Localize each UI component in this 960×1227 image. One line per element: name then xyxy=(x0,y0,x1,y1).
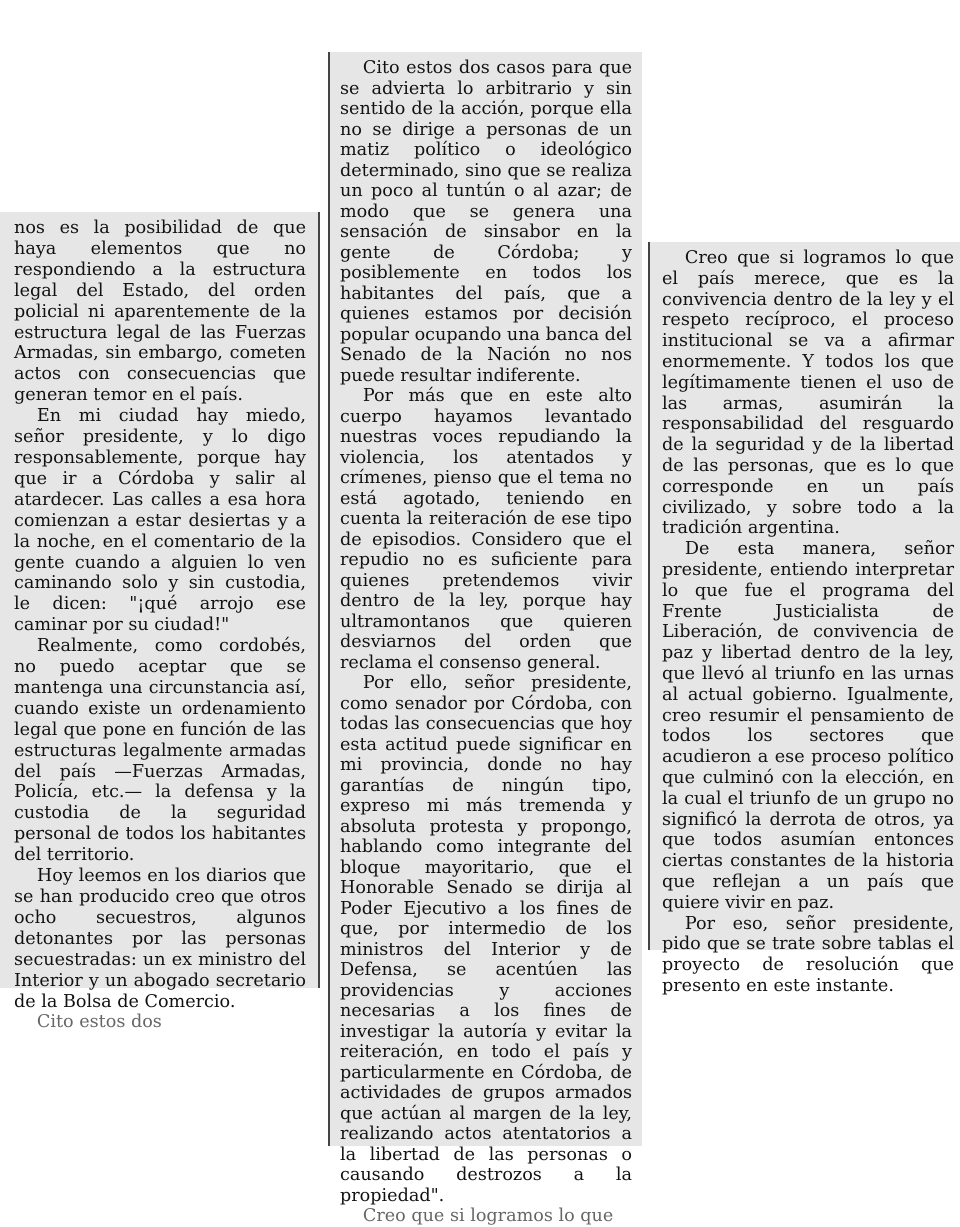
column-3-paragraph: De esta manera, señor presidente, entiendo interpretar lo que fue el programa del Frente Justicialista de Liberación, de convivencia de paz y libertad dentro de la ley, que llevó al triunfo en las urnas al actual gobierno. Igualmente, creo resumir el pensamiento de todos los sectores que acudieron a ese proceso político que culminó con la elección, en la cual el triunfo de un grupo no significó la derrota de otros, ya que todos asumían entonces ciertas constantes de la historia que reflejan a un país que quiere vivir en paz. xyxy=(662,539,954,913)
column-3-paragraph: Por eso, señor presidente, pido que se trate sobre tablas el proyecto de resolución que presento en este instante. xyxy=(662,913,954,996)
column-2-paragraph: Por más que en este alto cuerpo hayamos levantado nuestras voces repudiando la violencia, los atentados y crímenes, pienso que el tema no está agotado, teniendo en cuenta la reiteración de ese tipo de episodios. Considero que el repudio no es suficiente para quienes pretendemos vivir dentro de la ley, porque hay ultramontanos que quieren desviarnos del orden que reclama el consenso general. xyxy=(340,386,632,673)
column-2-paragraph: Cito estos dos casos para que se advierta lo arbitrario y sin sentido de la acción, porque ella no se dirige a personas de un matiz político o ideológico determinado, sino que se realiza un poco al tuntún o al azar; de modo que se genera una sensación de sinsabor en la gente de Córdoba; y posiblemente en todos los habitantes del país, que a quienes estamos por decisión popular ocupando una banca del Senado de la Nación no nos puede resultar indiferente. xyxy=(340,58,632,386)
column-3-paragraph: Creo que si logramos lo que el país merece, que es la convivencia dentro de la ley y el respeto recíproco, el proceso institucional se va a afirmar enormemente. Y todos los que legítimamente tienen el uso de las armas, asumirán la responsabilidad del resguardo de la seguridad y de la libertad de las personas, que es lo que corresponde en un país civilizado, y sobre todo a la tradición argentina. xyxy=(662,248,954,539)
newspaper-column-1 xyxy=(0,212,320,1033)
newspaper-column-2 xyxy=(328,52,642,1226)
column-2-cut-line: Creo que si logramos lo que xyxy=(362,1206,614,1226)
newspaper-column-3 xyxy=(648,242,960,996)
column-1-paragraph: nos es la posibilidad de que haya elementos que no respondiendo a la estructura legal del Estado, del orden policial ni aparentemente de la estructura legal de las Fuerzas Armadas, sin embargo, cometen actos con consecuencias que generan temor en el país. xyxy=(14,218,306,406)
column-1-paragraph: En mi ciudad hay miedo, señor presidente, y lo digo responsablemente, porque hay que ir a Córdoba y salir al atardecer. Las calles a esa hora comienzan a estar desiertas y a la noche, en el comentario de la gente cuando a alguien lo ven caminando solo y sin custodia, le dicen: "¡qué arrojo ese caminar por su ciudad!" xyxy=(14,406,306,636)
column-1-paragraph: Realmente, como cordobés, no puedo aceptar que se mantenga una circunstancia así, cuando existe un ordenamiento legal que pone en función de las estructuras legalmente armadas del país —Fuerzas Armadas, Policía, etc.— la defensa y la custodia de la seguridad personal de todos los habitantes del territorio. xyxy=(14,636,306,866)
column-2-paragraph: Por ello, señor presidente, como senador por Córdoba, con todas las consecuencias que hoy esta actitud puede significar en mi provincia, donde no hay garantías de ningún tipo, expreso mi más tremenda y absoluta protesta y propongo, hablando como integrante del bloque mayoritario, que el Honorable Senado se dirija al Poder Ejecutivo a los fines de que, por intermedio de los ministros del Interior y de Defensa, se acentúen las providencias y acciones necesarias a los fines de investigar la autoría y evitar la reiteración, en todo el país y particularmente en Córdoba, de actividades de grupos armados que actúan al margen de la ley, realizando actos atentatorios a la libertad de las personas o causando destrozos a la propiedad". xyxy=(340,673,632,1206)
column-1-paragraph: Hoy leemos en los diarios que se han producido creo que otros ocho secuestros, algunos detonantes por las personas secuestradas: un ex ministro del Interior y un abogado secretario de la Bolsa de Comercio. xyxy=(14,866,306,1012)
column-1-cut-line: Cito estos dos xyxy=(36,1012,162,1033)
